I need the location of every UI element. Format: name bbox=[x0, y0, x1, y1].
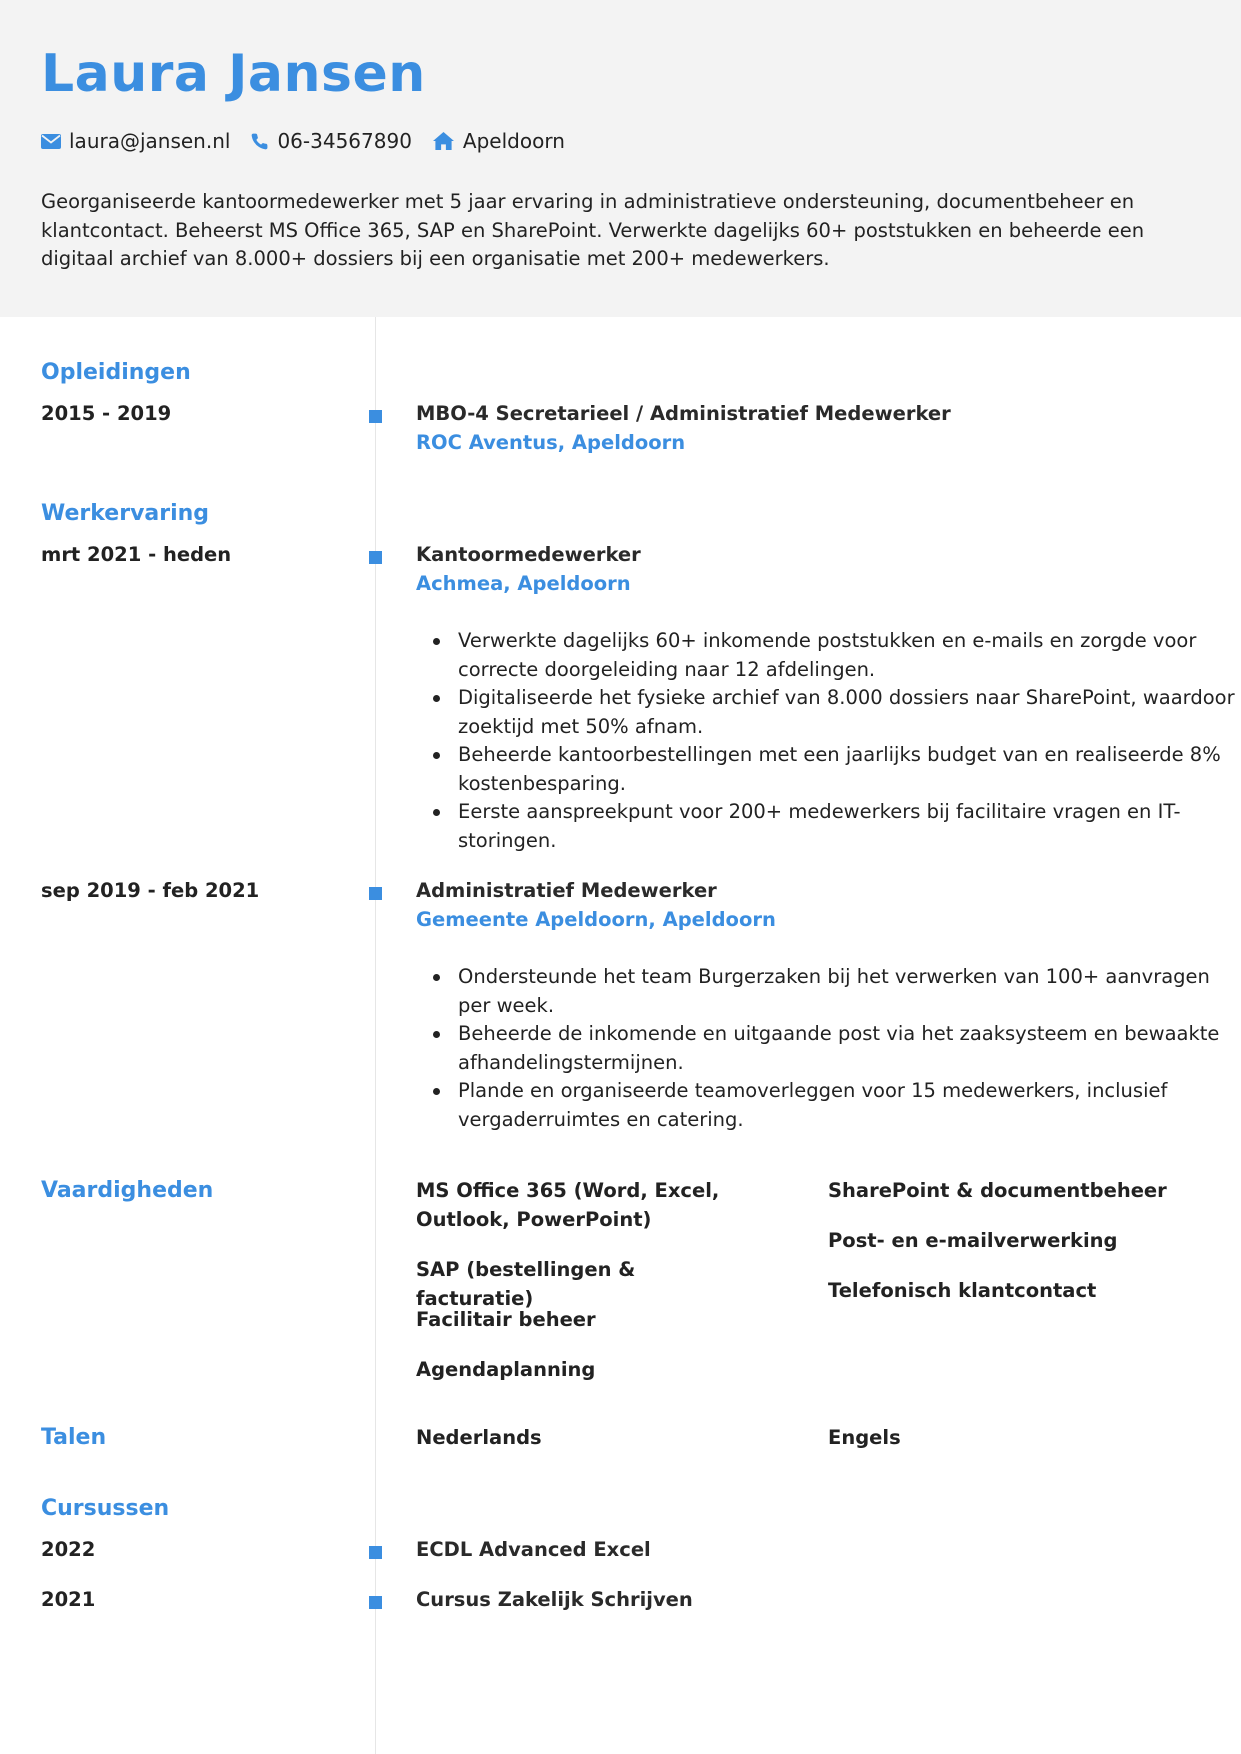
phone-icon bbox=[250, 132, 269, 151]
candidate-name: Laura Jansen bbox=[41, 44, 426, 104]
education-date: 2015 - 2019 bbox=[41, 402, 172, 425]
contact-email bbox=[41, 129, 230, 153]
timeline-marker bbox=[369, 1546, 382, 1559]
skill-item: MS Office 365 (Word, Excel, Outlook, PowerPoint) bbox=[416, 1179, 720, 1231]
section-title-languages: Talen bbox=[41, 1425, 107, 1450]
experience-employer: Gemeente Apeldoorn, Apeldoorn bbox=[416, 908, 776, 931]
location-text: Apeldoorn bbox=[462, 129, 565, 153]
section-title-experience: Werkervaring bbox=[41, 501, 210, 526]
list-item: Ondersteunde het team Burgerzaken bij het verwerken van 100+ aanvragen per week. bbox=[458, 963, 1241, 1020]
list-item: Digitaliseerde het fysieke archief van 8.000 dossiers naar SharePoint, waardoor zoektijd met 50% afnam. bbox=[458, 684, 1241, 741]
experience-bullets bbox=[416, 963, 1241, 1134]
timeline-marker bbox=[369, 1596, 382, 1609]
list-item: Beheerde de inkomende en uitgaande post via het zaaksysteem en bewaakte afhandelingstermijnen. bbox=[458, 1020, 1241, 1077]
phone-text: 06-34567890 bbox=[277, 129, 412, 153]
list-item: Eerste aanspreekpunt voor 200+ medewerkers bij facilitaire vragen en IT-storingen. bbox=[458, 798, 1241, 855]
contact-row bbox=[41, 128, 585, 154]
contact-location bbox=[432, 129, 565, 153]
timeline-divider bbox=[375, 317, 376, 1754]
experience-bullets bbox=[416, 627, 1241, 855]
timeline-marker bbox=[369, 410, 382, 423]
house-icon bbox=[432, 131, 455, 151]
language-item: Nederlands bbox=[416, 1426, 542, 1449]
list-item: Verwerkte dagelijks 60+ inkomende poststukken en e-mails en zorgde voor correcte doorgeleiding naar 12 afdelingen. bbox=[458, 627, 1241, 684]
course-date: 2021 bbox=[41, 1588, 96, 1611]
email-text: laura@jansen.nl bbox=[69, 129, 231, 153]
experience-title: Kantoormedewerker bbox=[416, 543, 641, 566]
contact-phone bbox=[250, 129, 411, 153]
experience-date: sep 2019 - feb 2021 bbox=[41, 879, 260, 902]
skill-item: SharePoint & documentbeheer bbox=[828, 1179, 1167, 1202]
list-item: Beheerde kantoorbestellingen met een jaarlijks budget van en realiseerde 8% kostenbesparing. bbox=[458, 741, 1241, 798]
section-title-education: Opleidingen bbox=[41, 360, 191, 385]
experience-title: Administratief Medewerker bbox=[416, 879, 717, 902]
education-school: ROC Aventus, Apeldoorn bbox=[416, 431, 686, 454]
experience-employer: Achmea, Apeldoorn bbox=[416, 572, 631, 595]
language-item: Engels bbox=[828, 1426, 901, 1449]
envelope-icon bbox=[41, 134, 61, 149]
skill-item: SAP (bestellingen & facturatie) bbox=[416, 1258, 636, 1310]
section-title-courses: Cursussen bbox=[41, 1496, 170, 1521]
timeline-marker bbox=[369, 551, 382, 564]
skill-item: Telefonisch klantcontact bbox=[828, 1279, 1097, 1302]
education-title: MBO-4 Secretarieel / Administratief Medewerker bbox=[416, 402, 951, 425]
skill-item: Post- en e-mailverwerking bbox=[828, 1229, 1118, 1252]
timeline-marker bbox=[369, 887, 382, 900]
header bbox=[0, 0, 1241, 317]
skill-item: Agendaplanning bbox=[416, 1358, 596, 1381]
course-date: 2022 bbox=[41, 1538, 96, 1561]
experience-date: mrt 2021 - heden bbox=[41, 543, 232, 566]
profile-summary: Georganiseerde kantoormedewerker met 5 jaar ervaring in administratieve ondersteuning, documentbeheer en klantcontact. Beheerst MS Office 365, SAP en SharePoint. Verwerkte dagelijks 60+ poststukken en beheerde een digitaal archief van 8.000+ dossiers bij een organisatie met 200+ medewerkers. bbox=[41, 190, 1145, 270]
skill-item: Facilitair beheer bbox=[416, 1308, 596, 1331]
section-title-skills: Vaardigheden bbox=[41, 1178, 214, 1203]
list-item: Plande en organiseerde teamoverleggen voor 15 medewerkers, inclusief vergaderruimtes en catering. bbox=[458, 1077, 1241, 1134]
course-title: ECDL Advanced Excel bbox=[416, 1538, 651, 1561]
course-title: Cursus Zakelijk Schrijven bbox=[416, 1588, 693, 1611]
